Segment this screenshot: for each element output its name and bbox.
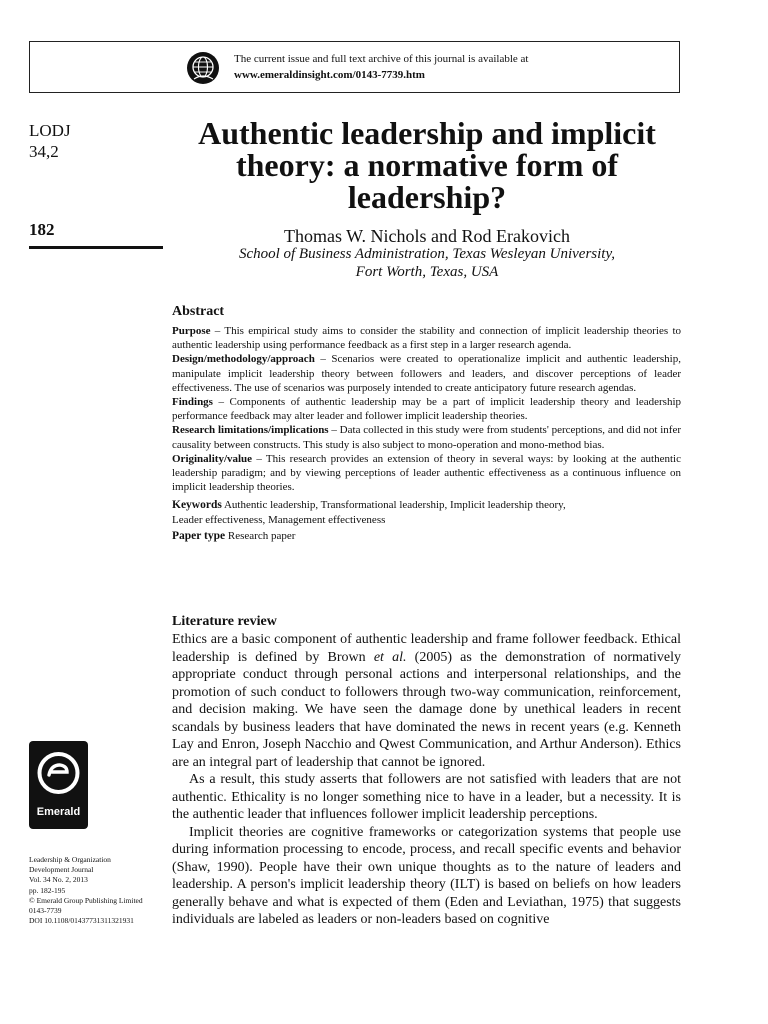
paragraph-text: Ethics are a basic component of authentic leadership and frame follower feedback. Ethical leadership is defined by Brown: [172, 632, 681, 665]
originality-text: – This research provides an extension of theory in several ways: by looking at the authentic leadership paradigm; and by viewing perceptions of leader authentic effectiveness as a continuous influence on implicit leadership theories.: [172, 452, 681, 494]
affiliation: [172, 245, 682, 281]
keywords-text: Authentic leadership, Transformational leadership, Implicit leadership theory,: [221, 499, 566, 512]
keywords-label: Keywords: [172, 499, 222, 512]
journal-code: [29, 120, 71, 162]
abstract-originality: [172, 452, 681, 495]
citation-line: Vol. 34 No. 2, 2013: [29, 875, 88, 885]
affiliation-line: School of Business Administration, Texas Wesleyan University,: [238, 246, 616, 262]
body-paragraph: As a result, this study asserts that followers are not satisfied with leaders that are not authentic. Ethicality is no longer something nice to have in a leader, but a necessity. It is the authentic leader that influences follower implicit leadership perceptions.: [172, 772, 681, 822]
logo-label: Emerald: [36, 806, 81, 818]
paragraph-text: (2005) as the demonstration of normatively appropriate conduct through personal actions and interpersonal relationships, and the promotion of such conduct to followers through two-way communication, reinforcement, and decision making. We have seen the damage done by unethical leaders in recent scandals by business leaders that have dominated the news in recent years (e.g. Kenneth Lay and Enron, Joseph Nacchio and Qwest Communication, and Arthur Anderson). Ethics are an integral part of leadership that cannot be ignored.: [172, 649, 681, 770]
limitations-text: – Data collected in this study were from students' perceptions, and did not infer causality between constructs. This study is also subject to mono-operation and mono-method bias.: [172, 424, 681, 451]
citation-block: [29, 855, 169, 926]
abstract-purpose: [172, 324, 681, 352]
abstract-body: [172, 324, 681, 543]
citation-line: Leadership & Organization: [29, 855, 111, 864]
page-number-rule: [29, 246, 163, 249]
keywords-text-2: Leader effectiveness, Management effectiveness: [172, 513, 386, 526]
journal-volume-issue: 34,2: [29, 142, 59, 161]
findings-label: Findings: [172, 396, 213, 409]
citation-line: 0143-7739: [29, 906, 62, 916]
title-line: Authentic leadership and implicit: [198, 115, 656, 151]
emerald-logo-mark: [29, 741, 88, 803]
paper-type-text: Research paper: [225, 529, 296, 542]
abstract-heading: Abstract: [172, 304, 225, 319]
citation-line: Development Journal: [29, 865, 94, 875]
abstract-paper-type: [172, 529, 681, 543]
findings-text: – Components of authentic leadership may be a part of implicit leadership theory and leadership performance feedback may alter leader and follower implicit leadership theories.: [172, 396, 681, 423]
page-number: 182: [29, 220, 55, 239]
citation-line: pp. 182-195: [29, 885, 66, 895]
literature-review-heading: Literature review: [172, 614, 277, 629]
literature-review-body: [172, 631, 681, 929]
etal-text: et al.: [373, 649, 407, 665]
body-paragraph: [172, 631, 681, 771]
abstract-keywords: [172, 498, 681, 526]
design-label: Design/methodology/approach: [172, 353, 315, 366]
journal-availability-box: [29, 41, 680, 93]
purpose-text: – This empirical study aims to consider the stability and connection of implicit leadership theories to authentic leadership using performance feedback as a first step in a larger research agenda.: [172, 325, 681, 352]
purpose-label: Purpose: [172, 325, 211, 337]
citation-line: DOI 10.1108/01437731311321931: [29, 916, 134, 926]
journal-url-link[interactable]: www.emeraldinsight.com/0143-7739.htm: [234, 69, 425, 81]
abstract-findings: [172, 395, 681, 423]
design-text: – Scenarios were created to operationalize implicit and authentic leadership, manipulate implicit leadership theory between followers and leaders, and discover perceptions of leader effectiveness. The use of scenarios was purposely intended to create anticipatory future research agendas.: [172, 353, 681, 394]
affiliation-line: Fort Worth, Texas, USA: [355, 264, 499, 280]
title-line: theory: a normative form of: [235, 147, 619, 183]
availability-text: The current issue and full text archive of this journal is available at: [234, 53, 529, 65]
journal-abbrev: LODJ: [29, 121, 71, 140]
title-line: leadership?: [347, 179, 507, 215]
originality-label: Originality/value: [172, 452, 253, 465]
citation-line: © Emerald Group Publishing Limited: [29, 895, 143, 905]
abstract-limitations: [172, 423, 681, 451]
authors: Thomas W. Nichols and Rod Erakovich: [284, 226, 570, 246]
paper-type-label: Paper type: [172, 529, 226, 542]
abstract-design: [172, 352, 681, 395]
body-paragraph: Implicit theories are cognitive frameworks or categorization systems that people use during information processing to encode, process, and recall specific events and behavior (Shaw, 1990). People have their own unique thoughts as to the nature of leaders and leadership. A person's implicit leadership theory (ILT) is based on beliefs on how leaders generally behave and what is expected of them (Eden and Leviathan, 1975) that suggests individuals are labeled as leaders or non-leaders based on cognitive: [172, 824, 681, 927]
article-title: [172, 117, 682, 213]
limitations-label: Research limitations/implications: [172, 424, 329, 437]
globe-icon: [186, 51, 220, 85]
